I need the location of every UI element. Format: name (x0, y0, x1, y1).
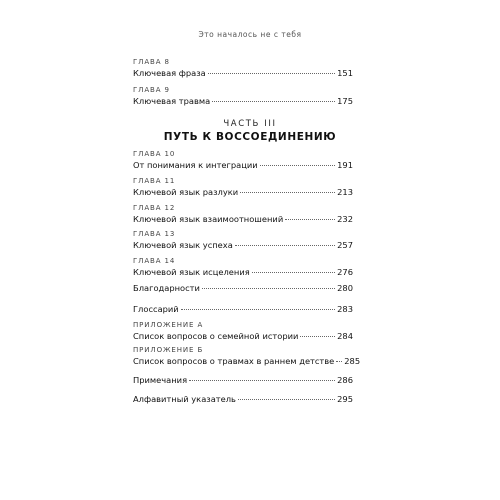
dot-leader (181, 309, 335, 310)
entry-title: Ключевой язык разлуки (133, 187, 239, 197)
dot-leader (260, 165, 336, 166)
entry-title: Ключевая травма (133, 96, 211, 106)
chapter-label: ГЛАВА 14 (133, 257, 176, 265)
toc-entry-acknowledgements[interactable] (133, 282, 353, 294)
appendix-label: ПРИЛОЖЕНИЕ А (133, 321, 204, 329)
entry-title: От понимания к интеграции (133, 160, 258, 170)
toc-entry-chapter-11[interactable] (133, 177, 353, 198)
page-number: 283 (337, 304, 353, 314)
part-label: ЧАСТЬ III (223, 119, 277, 129)
dot-leader (240, 192, 335, 193)
page-number: 232 (337, 214, 353, 224)
toc-line (133, 159, 353, 171)
toc-entry-appendix-a[interactable] (133, 321, 353, 342)
dot-leader (202, 288, 335, 289)
entry-title: Ключевая фраза (133, 68, 206, 78)
page-number: 280 (337, 283, 353, 293)
toc-entry-chapter-9[interactable] (133, 86, 353, 107)
entry-title: Ключевой язык взаимоотношений (133, 214, 284, 224)
dot-leader (285, 219, 335, 220)
toc-entry-chapter-13[interactable] (133, 230, 353, 251)
dot-leader (189, 380, 335, 381)
page-number: 151 (337, 68, 353, 78)
toc-entry-notes[interactable] (133, 374, 353, 386)
toc-entry-glossary[interactable] (133, 303, 353, 315)
page-number: 175 (337, 96, 353, 106)
dot-leader (208, 73, 335, 74)
toc-entry-chapter-8[interactable] (133, 58, 353, 79)
chapter-label: ГЛАВА 11 (133, 177, 176, 185)
entry-title: Список вопросов о семейной истории (133, 331, 299, 341)
toc-line (133, 355, 361, 367)
running-head: Это началось не с тебя (198, 30, 302, 39)
entry-title: Глоссарий (133, 304, 179, 314)
appendix-label: ПРИЛОЖЕНИЕ Б (133, 346, 204, 354)
toc-line (133, 186, 353, 198)
toc-line (133, 213, 353, 225)
chapter-label: ГЛАВА 13 (133, 230, 176, 238)
dot-leader (212, 101, 335, 102)
dot-leader (238, 399, 335, 400)
toc-entry-chapter-12[interactable] (133, 204, 353, 225)
page-number: 213 (337, 187, 353, 197)
entry-title: Алфавитный указатель (133, 394, 236, 404)
entry-title: Ключевой язык успеха (133, 240, 233, 250)
toc-line (133, 330, 353, 342)
chapter-label: ГЛАВА 12 (133, 204, 176, 212)
part-title[interactable]: ПУТЬ К ВОССОЕДИНЕНИЮ (163, 131, 337, 143)
entry-title: Список вопросов о травмах в раннем детстве (133, 356, 335, 366)
page-number: 284 (337, 331, 353, 341)
dot-leader (336, 361, 342, 362)
toc-entry-chapter-14[interactable] (133, 257, 353, 278)
page-number: 286 (337, 375, 353, 385)
toc-line (133, 282, 353, 294)
page-number: 276 (337, 267, 353, 277)
dot-leader (235, 245, 335, 246)
toc-line (133, 266, 353, 278)
chapter-label: ГЛАВА 9 (133, 86, 170, 94)
toc-line (133, 374, 353, 386)
toc-line (133, 67, 353, 79)
toc-entry-index[interactable] (133, 393, 353, 405)
toc-entry-chapter-10[interactable] (133, 150, 353, 171)
chapter-label: ГЛАВА 8 (133, 58, 170, 66)
chapter-label: ГЛАВА 10 (133, 150, 176, 158)
page-number: 285 (344, 356, 361, 366)
page-number: 257 (337, 240, 353, 250)
toc-line (133, 303, 353, 315)
entry-title: Ключевой язык исцеления (133, 267, 250, 277)
toc-line (133, 95, 353, 107)
toc-entry-appendix-b[interactable] (133, 346, 361, 367)
toc-line (133, 239, 353, 251)
entry-title: Благодарности (133, 283, 200, 293)
page-number: 191 (337, 160, 353, 170)
dot-leader (252, 272, 335, 273)
dot-leader (300, 336, 335, 337)
toc-line (133, 393, 353, 405)
entry-title: Примечания (133, 375, 188, 385)
page-number: 295 (337, 394, 353, 404)
